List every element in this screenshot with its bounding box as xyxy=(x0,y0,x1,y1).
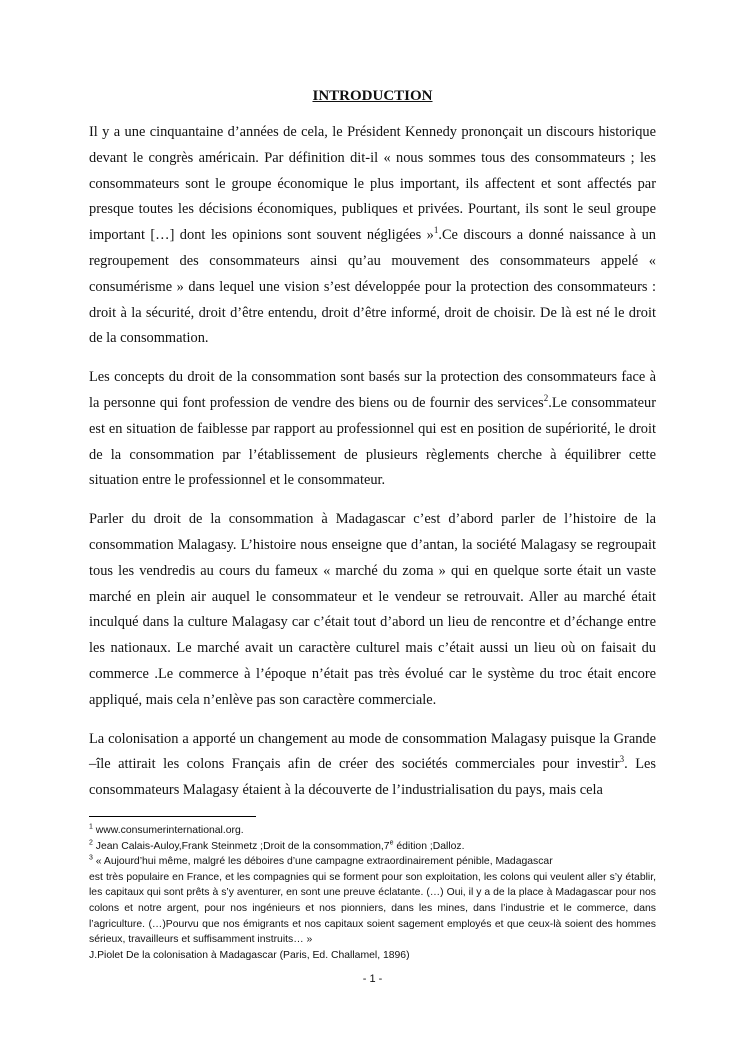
footnote-2-number: 2 xyxy=(89,839,93,847)
footnote-2-superscript: e xyxy=(389,839,394,847)
footnote-2-text: Jean Calais-Auloy,Frank Steinmetz ;Droit de la consommation,7 xyxy=(92,840,390,852)
paragraph-2-text-a: Les concepts du droit de la consommation sont basés sur la protection des consommateurs face à la personne qui font profession de vendre des biens ou de fournir des services xyxy=(89,369,656,411)
paragraph-2-text-b: .Le consommateur est en situation de faiblesse par rapport au professionnel qui est en position de supériorité, le droit de la consommation par l’établissement de plusieurs règlements cherche à équilibrer cette situation entre le professionnel et le consommateur. xyxy=(89,394,657,489)
page-title: INTRODUCTION xyxy=(312,88,433,104)
footnote-ref-2[interactable]: 2 xyxy=(543,393,549,404)
paragraph-4-text-a: La colonisation a apporté un changement au mode de consommation Malagasy puisque la Grande –île attirait les colons Français afin de créer des sociétés commerciales pour investir xyxy=(89,730,656,773)
footnote-separator xyxy=(89,816,256,817)
paragraph-2 xyxy=(89,365,656,494)
footnote-3-first-line: « Aujourd’hui même, malgré les déboires d’une campagne extraordinairement pénible, Madagascar xyxy=(92,856,553,868)
footnote-3-source: J.Piolet De la colonisation à Madagascar (Paris, Ed. Challamel, 1896) xyxy=(89,949,410,961)
paragraph-4 xyxy=(89,727,656,804)
footnote-2 xyxy=(89,839,656,855)
paragraph-4-text-b: . Les consommateurs Malagasy étaient à la découverte de l’industrialisation du pays, mais cela xyxy=(89,756,656,799)
paragraph-3: Parler du droit de la consommation à Madagascar c’est d’abord parler de l’histoire de la consommation Malagasy. L’histoire nous enseigne que d’antan, la société Malagasy se regroupait tous les vendredis au cours du fameux « marché du zoma » qui en quelque sorte était un vaste marché en plein air auquel le consommateur et le vendeur se retrouvait. Aller au marché était inculqué dans la culture Malagasy car c’était tout d’abord un lieu de rencontre et d’échange entre les nationaux. Le marché avait un caractère culturel mais c’était aussi un lieu où on faisait du commerce .Le commerce à l’époque n’était pas très évolué car le système du troc était encore appliqué, mais cela n’enlève pas son caractère commerciale. xyxy=(89,511,656,708)
footnote-2-tail: édition ;Dalloz. xyxy=(393,840,465,852)
footnote-ref-1[interactable]: 1 xyxy=(433,225,439,236)
body-text xyxy=(89,120,656,817)
footnote-3-line-1 xyxy=(89,854,656,870)
footnote-ref-3[interactable]: 3 xyxy=(619,754,625,765)
footnotes xyxy=(89,823,656,963)
footnote-3-body: est très populaire en France, et les compagnies qui se forment pour son exploitation, les colons qui veulent aller s’y établir, les capitaux qui sont prêts à s’y aventurer, en sont une preuve éclatante. (…) Oui, il y a de la place à Madagascar pour nos colons et notre argent, pour nos ingénieurs et nos pionniers, dans les mines, dans l’industrie et le commerce, dans l’agriculture. (…)Pourvu que nos émigrants et nos capitaux soient sagement employés et que ceux-là soient des hommes sérieux, travailleurs et suffisamment instruits… » xyxy=(89,871,656,946)
footnote-1-text: www.consumerinternational.org. xyxy=(92,825,244,836)
paragraph-1-text-a: Il y a une cinquantaine d’années de cela, le Président Kennedy prononçait un discours historique devant le congrès américain. Par définition dit-il « nous sommes tous des consommateurs ; les consommateurs sont le groupe économique le plus important, ils affectent et sont affectés par presque toutes les décisions économiques, publiques et privées. Pourtant, ils sont le seul groupe important […] dont les opinions sont souvent négligées » xyxy=(89,124,656,244)
page-number: - 1 - xyxy=(362,973,383,985)
paragraph-1 xyxy=(89,120,656,352)
footnote-1-number: 1 xyxy=(89,823,93,831)
footnote-1 xyxy=(89,823,656,839)
paragraph-1-text-b: .Ce discours a donné naissance à un regroupement des consommateurs ainsi qu’au mouvement des consommateurs appelé « consumérisme » dans lequel une vision s’est développée pour la protection des consommateurs : droit à la sécurité, droit d’être entendu, droit d’être informé, droit de choisir. De là est né le droit de la consommation. xyxy=(89,227,656,347)
footnote-3-number: 3 xyxy=(89,854,93,862)
